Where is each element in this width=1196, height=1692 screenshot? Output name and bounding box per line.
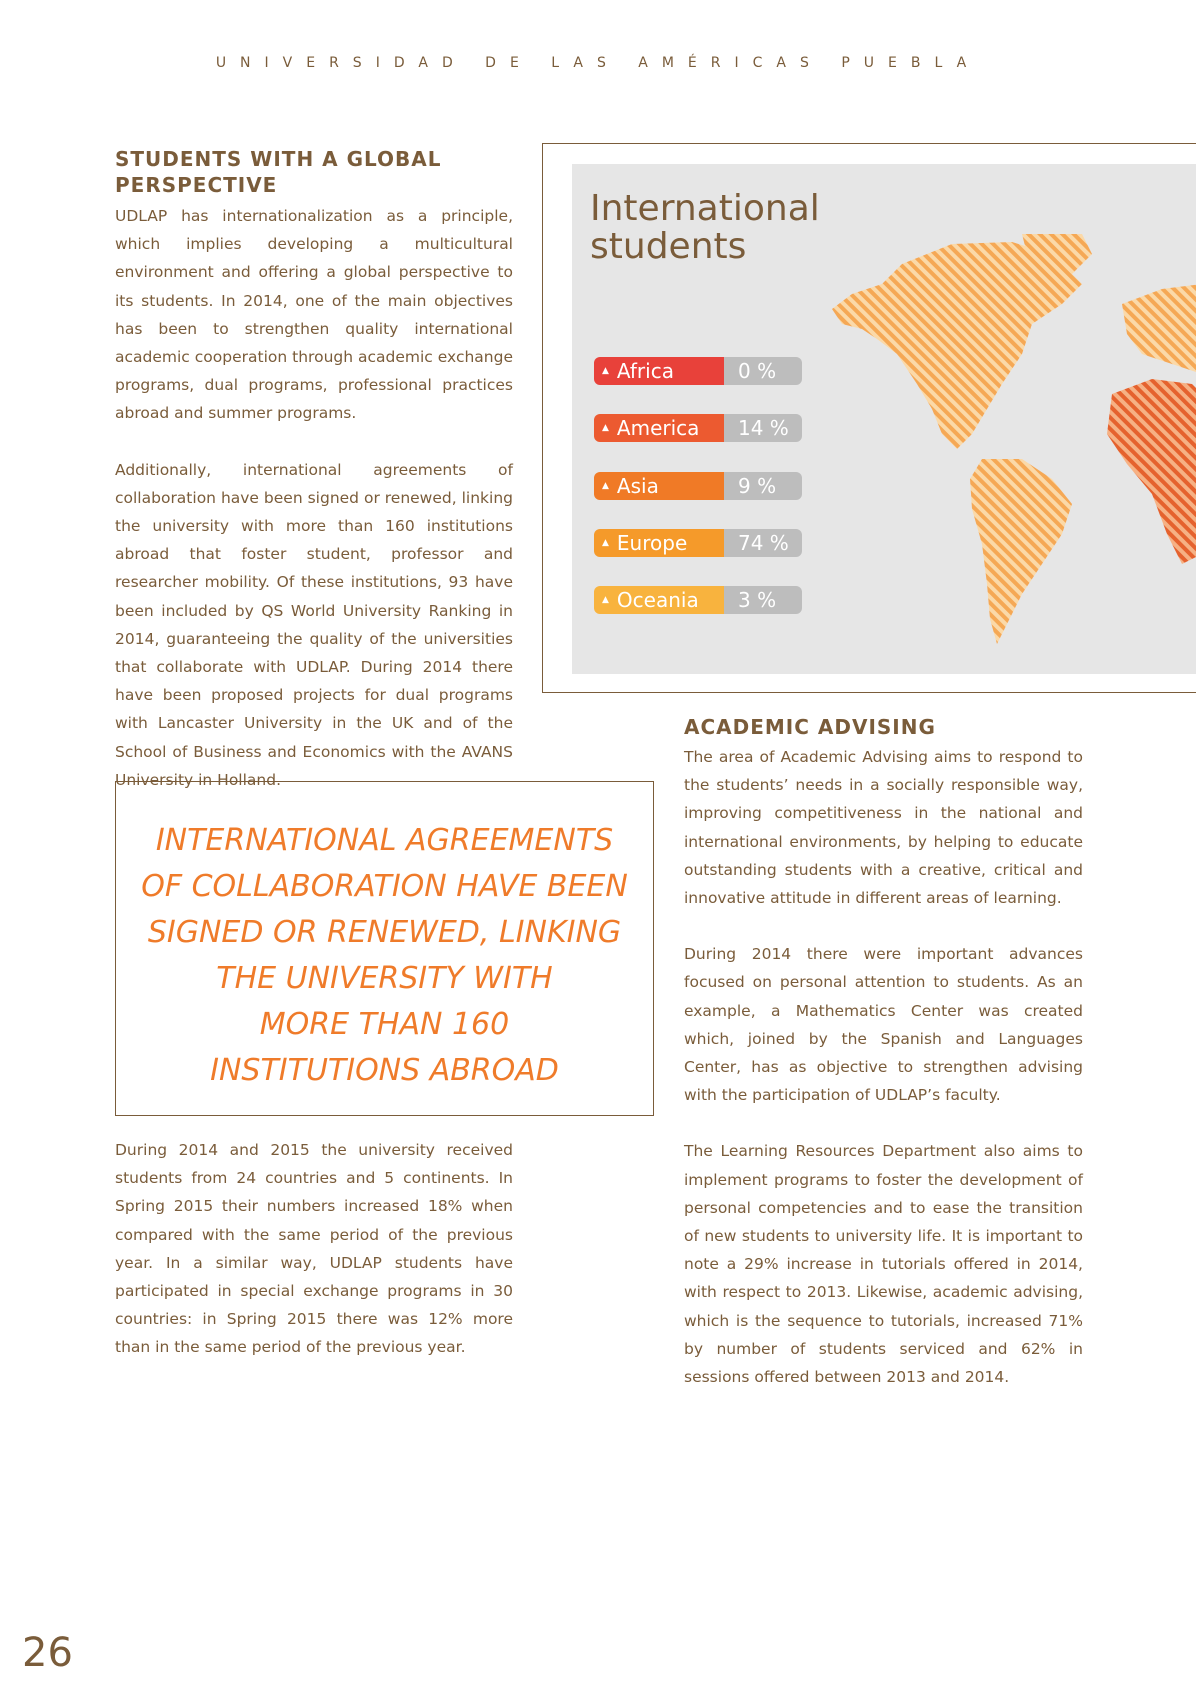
quote-line: THE UNIVERSITY WITH [216, 961, 553, 996]
section-heading-global-perspective [115, 146, 515, 198]
legend-label-text: Europe [616, 531, 688, 555]
paragraph: During 2014 there were important advances focused on personal attention to students. As an example, a Mathematics Center was created which, joined by the Spanish and Languages Center, has as objective to strengthen advising with the participation of UDLAP’s faculty. [684, 945, 1083, 1105]
international-students-infographic [572, 164, 1196, 674]
legend-label [594, 586, 724, 614]
right-column-text [684, 743, 1083, 1391]
legend-label [594, 529, 724, 557]
legend-label-text: Africa [616, 359, 674, 383]
legend-value: 74 % [724, 529, 802, 557]
quote-line: INTERNATIONAL AGREEMENTS [155, 823, 614, 858]
pull-quote [116, 818, 653, 1094]
legend-value: 0 % [724, 357, 802, 385]
legend-label [594, 472, 724, 500]
world-map-icon [822, 234, 1196, 674]
legend-value: 14 % [724, 414, 802, 442]
left-column-text-lower [115, 1136, 513, 1362]
paragraph: The area of Academic Advising aims to respond to the students’ needs in a socially responsible way, improving competitiveness in the national and international environments, by helping to educate outstanding students with a creative, critical and innovative attitude in different areas of learning. [684, 748, 1083, 908]
legend-label-text: America [616, 416, 700, 440]
chart-title-line: International [590, 188, 820, 229]
europe-shape [1122, 284, 1196, 374]
north-america-shape [832, 242, 1082, 449]
paragraph: UDLAP has internationalization as a principle, which implies developing a multicultural environment and offering a global perspective to its students. In 2014, one of the main objectives has been to strengthen quality international academic cooperation through academic exchange programs, dual programs, professional practices abroad and summer programs. [115, 207, 513, 423]
africa-shape [1107, 379, 1196, 564]
section-heading-academic-advising: ACADEMIC ADVISING [684, 715, 936, 739]
quote-line: OF COLLABORATION HAVE BEEN [141, 869, 628, 904]
legend-row-europe [594, 529, 802, 557]
triangle-up-icon: ▲ [602, 423, 609, 433]
quote-line: INSTITUTIONS ABROAD [210, 1053, 559, 1088]
legend-row-asia [594, 472, 802, 500]
quote-line: MORE THAN 160 [259, 1007, 510, 1042]
chart-title-line: students [590, 226, 747, 267]
legend-row-oceania [594, 586, 802, 614]
legend-row-america [594, 414, 802, 442]
paragraph: The Learning Resources Department also aims to implement programs to foster the development of personal competencies and to ease the transition of new students to university life. It is important to note a 29% increase in tutorials offered in 2014, with respect to 2013. Likewise, academic advising, which is the sequence to tutorials, increased 71% by number of students serviced and 62% in sessions offered between 2013 and 2014. [684, 1142, 1083, 1387]
quote-line: SIGNED OR RENEWED, LINKING [147, 915, 622, 950]
paragraph: Additionally, international agreements of collaboration have been signed or renewed, linking the university with more than 160 institutions abroad that foster student, professor and researcher mobility. Of these institutions, 93 have been included by QS World University Ranking in 2014, guaranteeing the quality of the universities that collaborate with UDLAP. During 2014 there have been proposed projects for dual programs with Lancaster University in the UK and of the School of Business and Economics with the AVANS University in Holland. [115, 460, 513, 789]
running-header: UNIVERSIDAD DE LAS AMÉRICAS PUEBLA [215, 55, 981, 71]
legend-value: 3 % [724, 586, 802, 614]
legend-value: 9 % [724, 472, 802, 500]
chart-title [590, 190, 820, 266]
south-america-shape [970, 459, 1072, 644]
triangle-up-icon: ▲ [602, 595, 609, 605]
left-column-text [115, 202, 513, 794]
paragraph: During 2014 and 2015 the university received students from 24 countries and 5 continents. In Spring 2015 their numbers increased 18% when compared with the same period of the previous year. In a similar way, UDLAP students have participated in special exchange programs in 30 countries: in Spring 2015 there was 12% more than in the same period of the previous year. [115, 1141, 513, 1357]
legend-label [594, 357, 724, 385]
triangle-up-icon: ▲ [602, 538, 609, 548]
legend-row-africa [594, 357, 802, 385]
heading-line: PERSPECTIVE [115, 173, 278, 197]
pull-quote-box [115, 781, 654, 1116]
heading-line: STUDENTS WITH A GLOBAL [115, 147, 442, 171]
triangle-up-icon: ▲ [602, 366, 609, 376]
triangle-up-icon: ▲ [602, 481, 609, 491]
legend-label [594, 414, 724, 442]
page-number: 26 [22, 1630, 73, 1676]
legend-label-text: Asia [616, 474, 659, 498]
legend-label-text: Oceania [616, 588, 699, 612]
